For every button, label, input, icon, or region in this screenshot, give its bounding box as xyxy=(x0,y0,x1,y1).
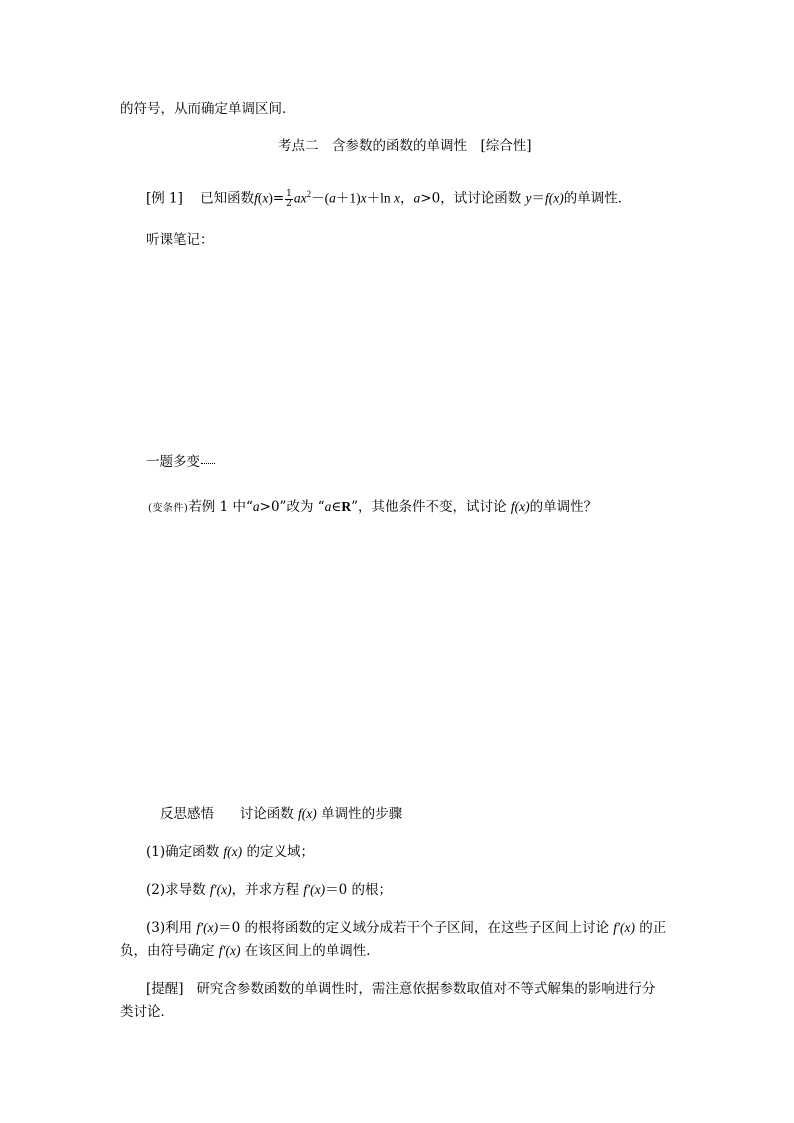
variation-text3: ∈ xyxy=(331,499,342,515)
tip-text-1: 研究含参数函数的单调性时，需注意依据参数取值对不等式解集的影响进行分 xyxy=(196,981,656,997)
math-eq: = xyxy=(272,190,285,207)
math-fx: f(x) xyxy=(545,190,564,206)
math-fpx: f′(x) xyxy=(209,882,232,897)
reflection-title-text: 反思感悟 xyxy=(160,806,214,822)
section-title: 考点二 含参数的函数的单调性 [综合性] xyxy=(278,138,532,154)
reflection-subtitle-b: 单调性的步骤 xyxy=(316,806,403,822)
text-line-top: 的符号，从而确定单调区间． xyxy=(120,101,296,117)
math-y: y xyxy=(525,190,532,206)
variation-label-text: 一题多变 xyxy=(146,454,200,470)
variation-text5: 的单调性？ xyxy=(529,499,598,515)
variation-tag: (变条件) xyxy=(148,503,189,514)
math-fpx: f′(x) xyxy=(303,882,326,897)
variation-text2: >0”改为 “ xyxy=(259,499,325,515)
math-eq2: ＝ xyxy=(531,190,545,207)
variation-question xyxy=(148,498,597,518)
math-ax: ax xyxy=(293,190,307,206)
variation-label xyxy=(146,453,215,471)
step-2: (2)求导数 f′(x)，并求方程 f′(x)＝0 的根； xyxy=(146,882,392,898)
math-fx: f(x) xyxy=(510,499,530,514)
fraction-half: $\frac{1}{2}$ xyxy=(286,188,292,209)
math-fpx: f′(x) xyxy=(613,920,635,935)
math-a1: a xyxy=(252,499,260,514)
reflection-subtitle-a: 讨论函数 xyxy=(239,806,299,822)
example-lead: 已知函数 xyxy=(200,190,255,207)
example-tail: 的单调性． xyxy=(563,190,632,207)
variation-text1: 若例 1 中“ xyxy=(188,499,253,515)
dotted-underline xyxy=(201,463,215,464)
tip-label: [提醒] xyxy=(146,981,184,997)
math-fpx: f′(x) xyxy=(196,920,219,935)
tip-line-1 xyxy=(146,980,655,998)
math-comma: ， xyxy=(400,190,414,207)
example-1: [例 1] 已知函数f(x)= $\frac{1}{2}$ $ax^2-(a+1)x+\ln$ x，a>0，试讨论函数 y＝f(x)的单调性． xyxy=(146,188,632,209)
step-3: (3)利用 f′(x)＝0 的根将函数的定义域分成若干个子区间，在这些子区间上讨论 f′(x) 的正 xyxy=(146,920,667,936)
math-R: R xyxy=(341,499,352,514)
variation-text4: ”，其他条件不变，试讨论 xyxy=(351,499,511,515)
math-term3: ＋1) xyxy=(335,190,361,206)
math-fx: f(x) xyxy=(298,806,317,821)
math-a: a xyxy=(329,190,336,206)
math-f: f xyxy=(254,190,258,206)
step-1: (1)确定函数 f(x) 的定义域； xyxy=(146,844,314,860)
step-3-cont: 负，由符号确定 f′(x) 在该区间上的单调性． xyxy=(120,943,380,959)
math-sup: 2 xyxy=(306,189,312,199)
tip-line-2: 类讨论． xyxy=(120,1004,174,1020)
math-x: x xyxy=(262,190,269,206)
math-fx: f(x) xyxy=(223,844,243,859)
math-cond-rest: >0，试讨论函数 xyxy=(420,190,526,207)
math-a2: a xyxy=(324,499,332,514)
math-cond-a: a xyxy=(413,190,421,206)
math-ln: ＋ln xyxy=(366,190,395,206)
example-label: [例 1] xyxy=(146,190,183,207)
math-term2: －( xyxy=(311,190,330,206)
notes-label: 听课笔记： xyxy=(146,232,214,248)
reflection-title xyxy=(160,805,402,823)
math-fpx: f′(x) xyxy=(218,943,241,958)
